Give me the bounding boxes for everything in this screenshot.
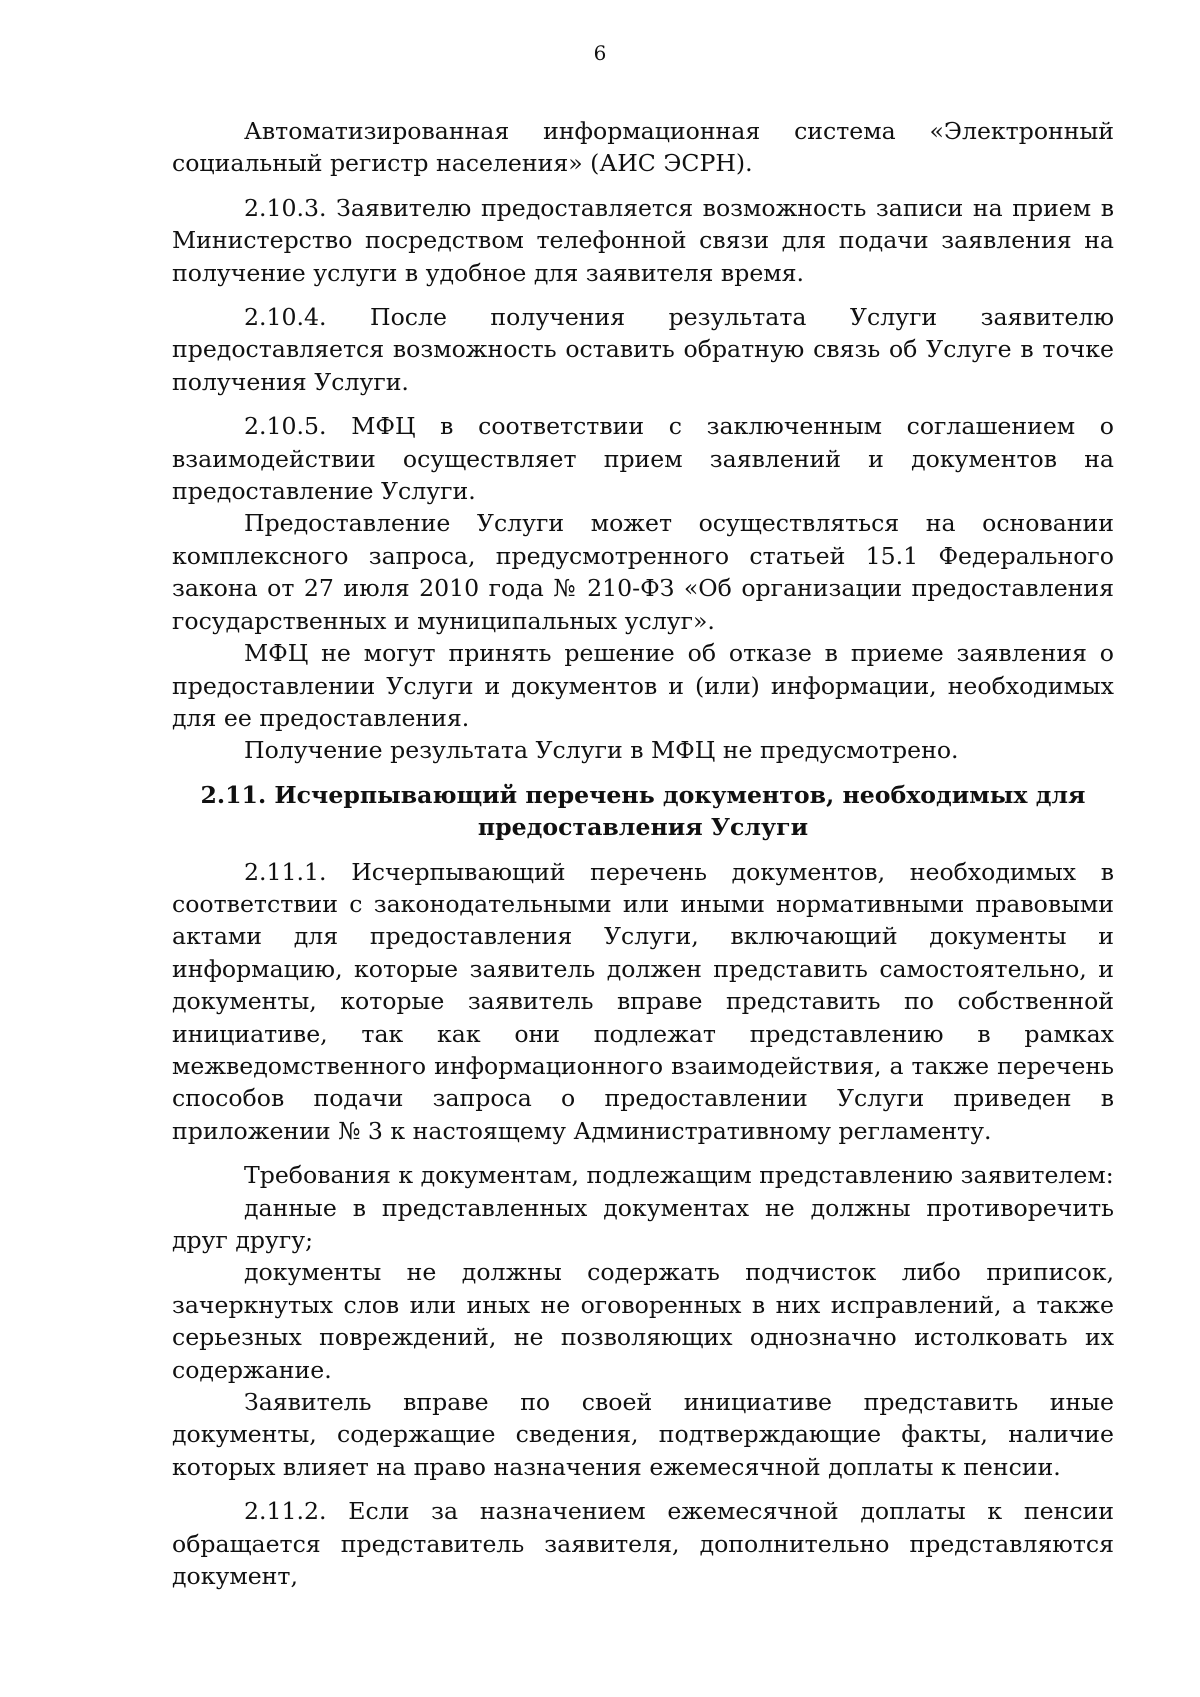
paragraph-no-corrections: документы не должны содержать подчисток либо приписок, зачеркнутых слов или иных не оговоренных в них исправлений, а также серьезных повреждений, не позволяющих однозначно истолковать их содержание. bbox=[172, 1258, 1114, 1384]
section-heading-2-11 bbox=[172, 779, 1114, 844]
paragraph-doc-requirements: Требования к документам, подлежащим представлению заявителем: bbox=[244, 1161, 1114, 1190]
paragraph-2-11-1: 2.11.1. Исчерпывающий перечень документов, необходимых в соответствии с законодательными или иными нормативными правовыми актами для предоставления Услуги, включающий документы и информацию, которые заявитель должен представить самостоятельно, и документы, которые заявитель вправе представить по собственной инициативе, так как они подлежат представлению в рамках межведомственного информационного взаимодействия, а также перечень способов подачи запроса о предоставлении Услуги приведен в приложении № 3 к настоящему Административному регламенту. bbox=[172, 857, 1114, 1145]
paragraph-complex-request: Предоставление Услуги может осуществляться на основании комплексного запроса, предусмотренного статьей 15.1 Федерального закона от 27 июля 2010 года № 210-ФЗ «Об организации предоставления государственных и муниципальных услуг». bbox=[172, 509, 1114, 635]
paragraph-no-contradiction: данные в представленных документах не должны противоречить друг другу; bbox=[172, 1193, 1114, 1254]
paragraph-2-10-4: 2.10.4. После получения результата Услуги заявителю предоставляется возможность оставить обратную связь об Услуге в точке получения Услуги. bbox=[172, 303, 1114, 396]
paragraph-2-10-5: 2.10.5. МФЦ в соответствии с заключенным соглашением о взаимодействии осуществляет прием заявлений и документов на предоставление Услуги. bbox=[172, 412, 1114, 506]
section-heading-line-1: 2.11. Исчерпывающий перечень документов, необходимых для bbox=[200, 780, 1086, 809]
paragraph-mfc-refusal: МФЦ не могут принять решение об отказе в приеме заявления о предоставлении Услуги и документов и (или) информации, необходимых для ее предоставления. bbox=[172, 639, 1114, 732]
paragraph-2-10-3: 2.10.3. Заявителю предоставляется возможность записи на прием в Министерство посредством телефонной связи для подачи заявления на получение услуги в удобное для заявителя время. bbox=[172, 193, 1114, 287]
paragraph-ais-esrn: Автоматизированная информационная система «Электронный социальный регистр населения» (АИС ЭСРН). bbox=[172, 117, 1114, 178]
document-body bbox=[172, 115, 1114, 1592]
paragraph-2-11-2: 2.11.2. Если за назначением ежемесячной доплаты к пенсии обращается представитель заявителя, дополнительно представляются документ, bbox=[172, 1497, 1114, 1591]
section-heading-line-2: предоставления Услуги bbox=[477, 813, 809, 842]
paragraph-own-initiative: Заявитель вправе по своей инициативе представить иные документы, содержащие сведения, подтверждающие факты, наличие которых влияет на право назначения ежемесячной доплаты к пенсии. bbox=[172, 1388, 1114, 1481]
paragraph-mfc-result: Получение результата Услуги в МФЦ не предусмотрено. bbox=[244, 736, 959, 765]
page-number: 6 bbox=[593, 41, 607, 65]
